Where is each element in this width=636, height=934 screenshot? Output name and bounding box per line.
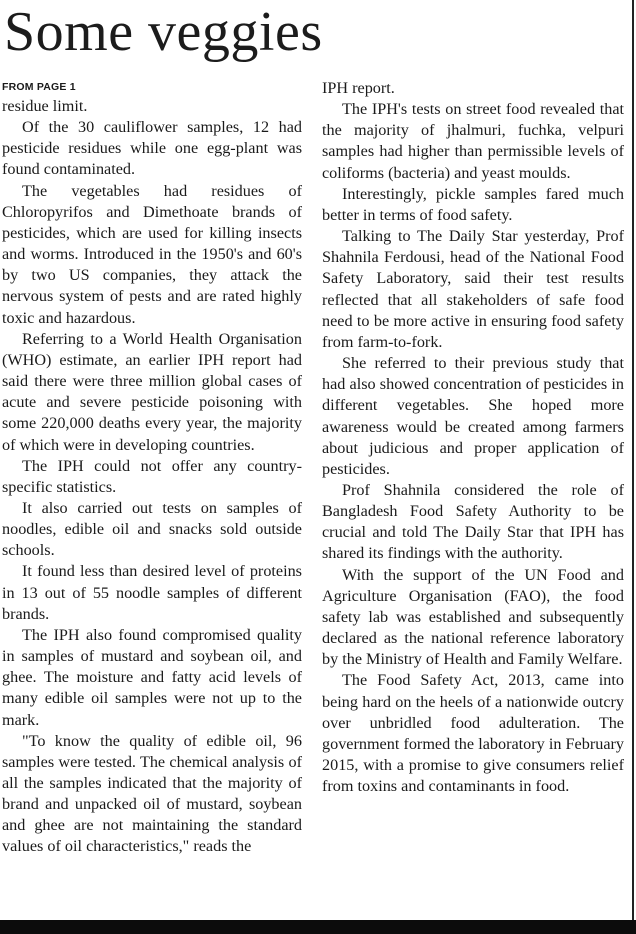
paragraph: Referring to a World Health Organisation (WHO) estimate, an earlier IPH report had said there were three million global cases of acute and severe pesticide poisoning with some 220,000 deaths every year, the majority of which were in developing countries. [2,329,302,454]
article-column-right [322,78,624,797]
paragraph: Talking to The Daily Star yesterday, Prof Shahnila Ferdousi, head of the National Food Safety Laboratory, said their test results reflected that all stakeholders of safe food need to be more active in ensuring food safety from farm-to-fork. [322,227,624,351]
paragraph: Of the 30 cauliflower samples, 12 had pesticide residues while one egg-plant was found contaminated. [2,118,302,179]
page-edge-rule [632,0,634,920]
paragraph: The Food Safety Act, 2013, came into being hard on the heels of a nationwide outcry over unbridled food adulteration. The government formed the laboratory in February 2015, with a promise to give consumers relief from toxins and contaminants in food. [322,671,624,796]
bottom-edge-bar [0,920,636,934]
paragraph: The IPH also found compromised quality in samples of mustard and soybean oil, and ghee. The moisture and fatty acid levels of many edible oil samples were not up to the mark. [2,625,302,729]
paragraph: The IPH's tests on street food revealed that the majority of jhalmuri, fuchka, velpuri samples had higher than permissible levels of coliforms (bacteria) and yeast moulds. [322,100,624,182]
paragraph: "To know the quality of edible oil, 96 samples were tested. The chemical analysis of all the samples indicated that the majority of brand and unpacked oil of mustard, soybean and ghee are not maintaining the standard values of oil characteristics," reads the [2,731,302,856]
paragraph: It also carried out tests on samples of noodles, edible oil and snacks sold outside schools. [2,498,302,560]
paragraph: She referred to their previous study that had also showed concentration of pesticides in different vegetables. She hoped more awareness would be created among farmers about judicious and proper application of pesticides. [322,354,624,478]
paragraph: IPH report. [322,79,395,97]
paragraph: Interestingly, pickle samples fared much better in terms of food safety. [322,184,624,224]
headline: Some veggies [4,1,323,63]
paragraph: It found less than desired level of proteins in 13 out of 55 noodle samples of different brands. [2,562,302,623]
paragraph: With the support of the UN Food and Agriculture Organisation (FAO), the food safety lab was established and subsequently declared as the national reference laboratory by the Ministry of Health and Family Welfare. [322,565,624,669]
continuation-kicker: FROM PAGE 1 [2,81,76,93]
article-column-left [2,78,302,858]
paragraph: The vegetables had residues of Chloropyrifos and Dimethoate brands of pesticides, which are used for killing insects and worms. Introduced in the 1950's and 60's by two US companies, they attack the nervous system of pests and are rated highly toxic and hazardous. [2,181,302,327]
paragraph: Prof Shahnila considered the role of Bangladesh Food Safety Authority to be crucial and told The Daily Star that IPH has shared its findings with the authority. [322,480,624,563]
paragraph: residue limit. [2,97,88,115]
paragraph: The IPH could not offer any country-specific statistics. [2,456,302,496]
